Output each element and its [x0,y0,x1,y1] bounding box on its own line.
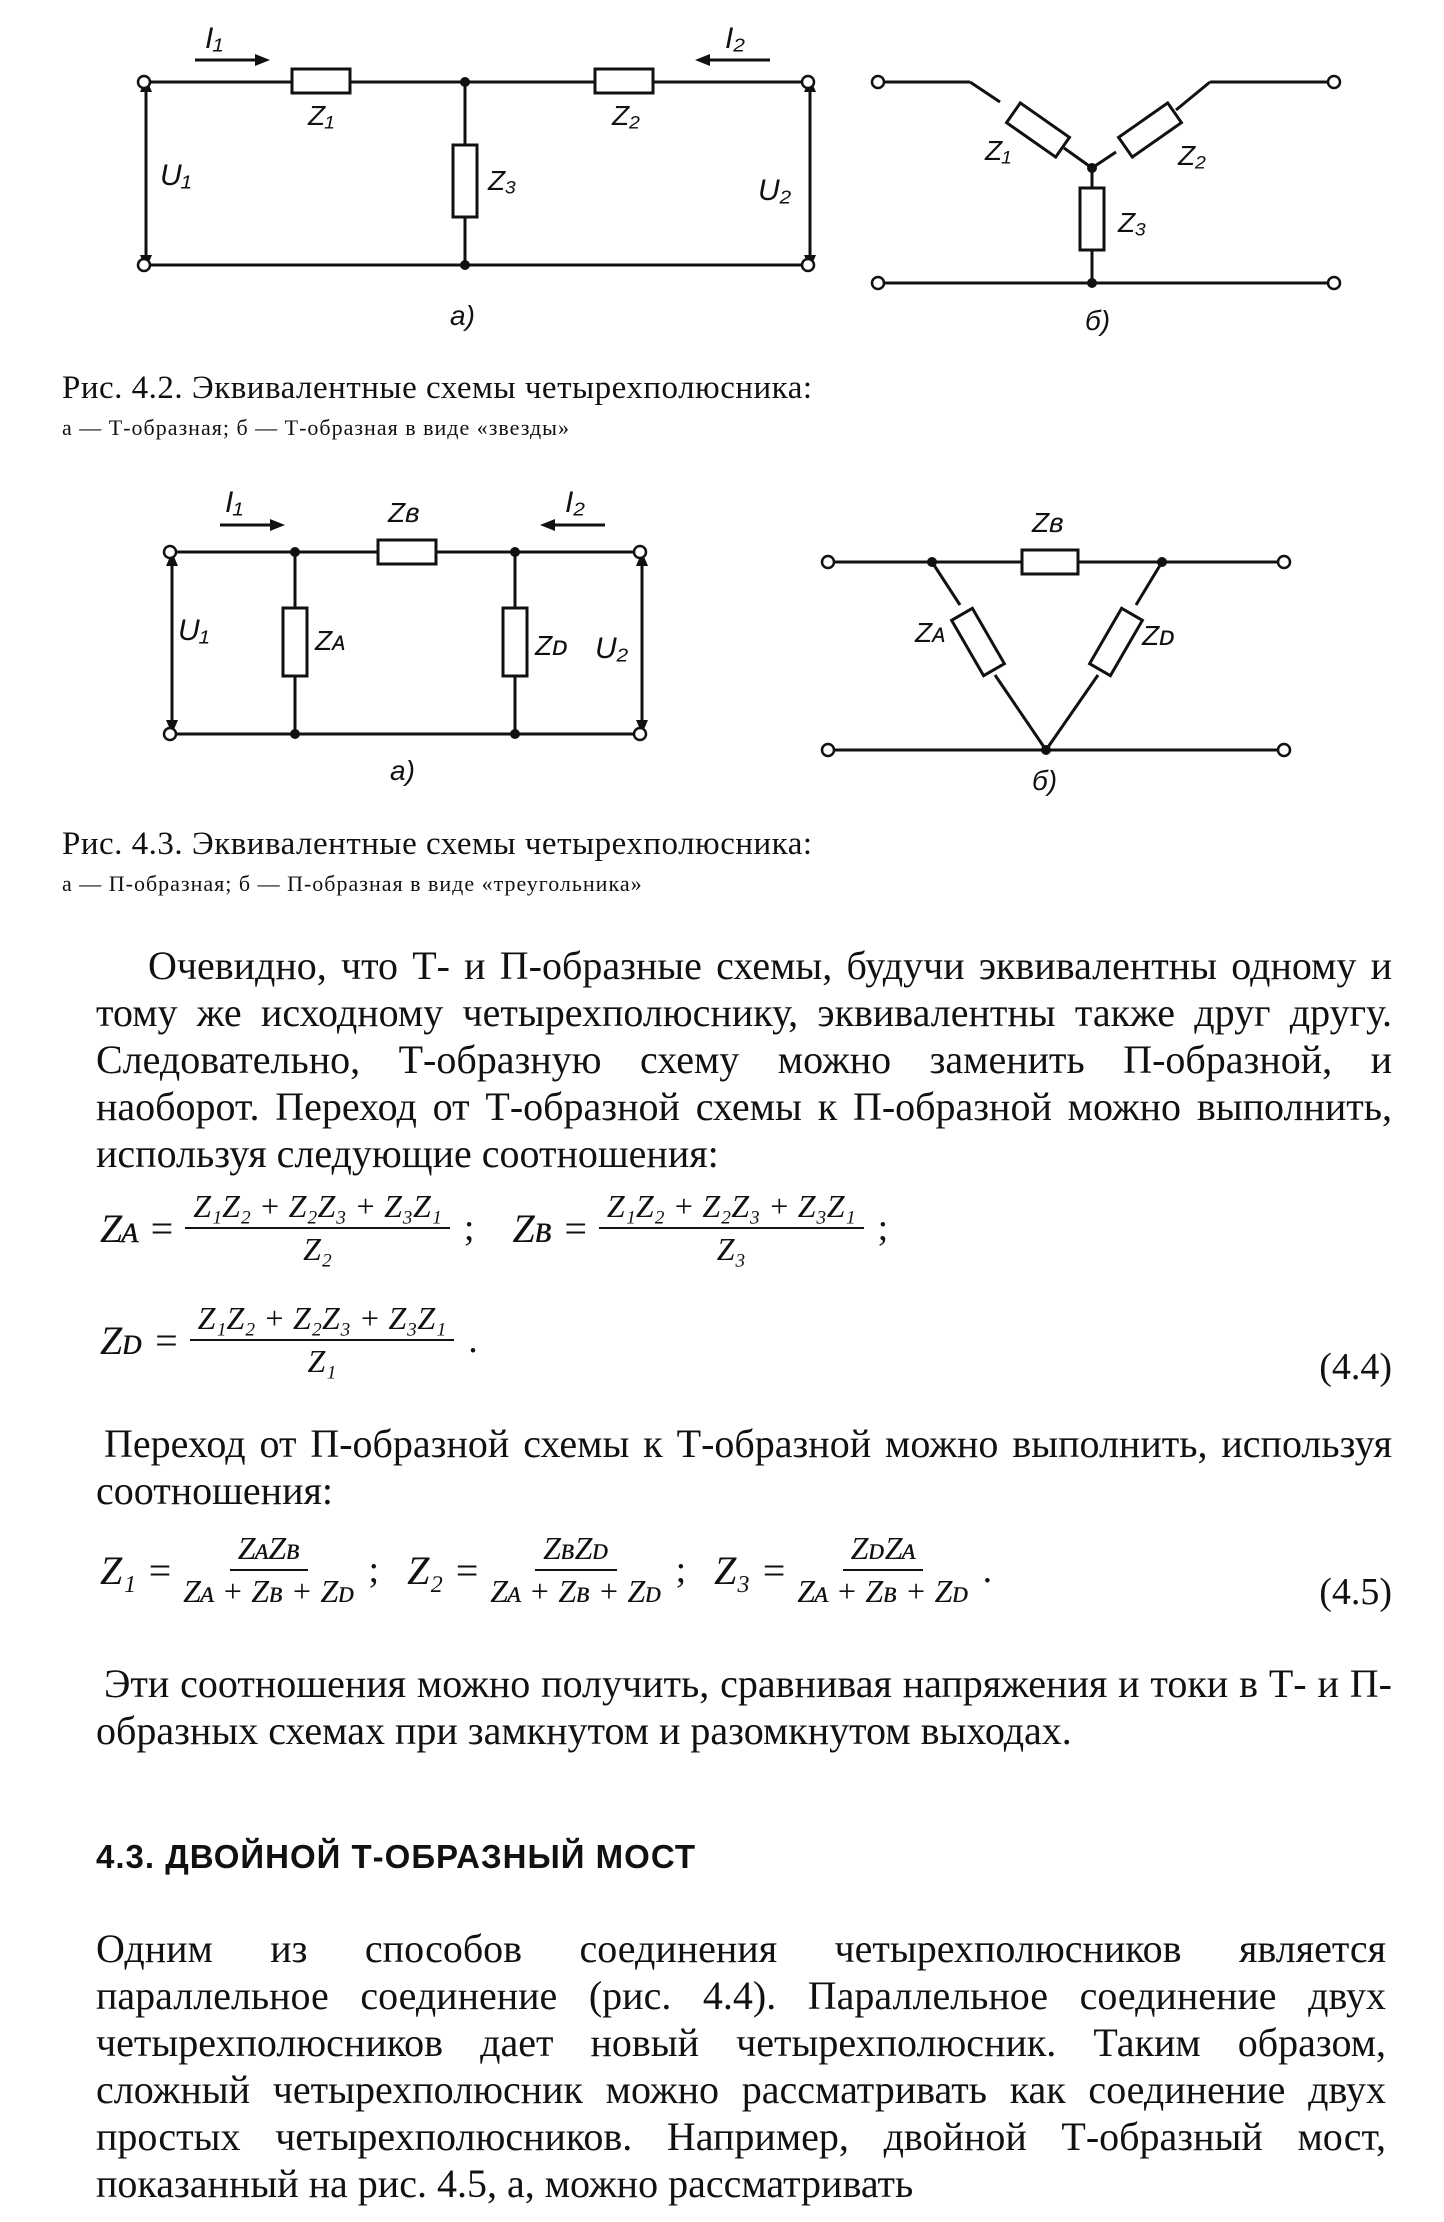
z2-fraction [490,1530,661,1610]
fig42a-t-circuit [120,20,840,340]
fig42-caption-detail: а — Т-образная; б — Т-образная в виде «звезды» [62,415,570,440]
eq44-row2 [100,1300,496,1380]
z1-lhs: Z₁ = [100,1547,174,1593]
zd-numerator: Z₁Z₂ + Z₂Z₃ + Z₃Z₁ [190,1300,455,1341]
z3-label: Z₃ [1118,207,1147,238]
paragraph-pi-to-t: Переход от П-образной схемы к Т-образной можно выполнить, используя соотношения: [96,1421,1392,1513]
zd-lhs: Zᴅ = [100,1317,180,1363]
z3-numerator: ZᴅZᴀ [843,1530,924,1571]
eq-separator: ; [463,1207,475,1249]
z2-resistor [1119,103,1182,157]
eq45-number: (4.5) [1319,1571,1392,1613]
u2-label: U₂ [595,632,629,665]
fig42a-sublabel: а) [450,300,475,331]
eq44-number: (4.4) [1319,1346,1392,1388]
z2-resistor [595,69,653,93]
fig42b-sublabel: б) [1085,305,1111,336]
za-label: Zᴀ [315,625,347,656]
z1-numerator: ZᴀZʙ [230,1530,308,1571]
zd-fraction [190,1300,455,1380]
za-resistor [283,608,307,676]
za-numerator: Z₁Z₂ + Z₂Z₃ + Z₃Z₁ [185,1188,450,1229]
zb-label: Zʙ [388,497,420,528]
eq44-row1 [100,1188,906,1268]
zd-label: Zᴅ [535,630,568,661]
za-fraction [185,1188,450,1268]
eq-separator: ; [368,1549,380,1591]
fig42b-star-circuit [860,40,1360,340]
z3-resistor [453,145,477,217]
z2-numerator: ZʙZᴅ [535,1530,617,1571]
za-lhs: Zᴀ = [100,1205,176,1251]
eq-separator: . [982,1549,993,1591]
z3-denominator: Zᴀ + Zʙ + Zᴅ [797,1573,969,1609]
i2-label: I₂ [725,22,745,55]
paragraph-t-to-pi: Очевидно, что Т- и П-образные схемы, будучи эквивалентны одному и тому же исходному четырехполюснику, эквивалентны также друг другу. Следовательно, Т-образную схему можно заменить П-образной, и наоборот. Переход от Т-образной схемы к П-образной можно выполнить, используя следующие соотношения: [96,943,1392,1176]
eq45-row [100,1530,1010,1610]
za-denominator: Z₂ [303,1231,332,1267]
zb-resistor [1022,550,1078,574]
z3-label: Z₃ [488,165,517,196]
z2-label: Z₂ [1178,140,1206,171]
zb-numerator: Z₁Z₂ + Z₂Z₃ + Z₃Z₁ [599,1188,864,1229]
zb-lhs: Zʙ = [512,1205,589,1251]
z2-lhs: Z₂ = [407,1547,481,1593]
za-resistor [952,608,1005,675]
i2-label: I₂ [565,486,585,519]
z3-resistor [1080,188,1104,250]
fig43a-pi-circuit [140,486,680,790]
za-label: Zᴀ [915,617,947,648]
fig43b-triangle-circuit [810,500,1310,800]
paragraph-derivation: Эти соотношения можно получить, сравнивая напряжения и токи в Т- и П-образных схемах при замкнутом и разомкнутом выходах. [96,1661,1392,1753]
u1-label: U₁ [178,614,210,647]
i1-label: I₁ [225,486,243,519]
section-heading: 4.3. ДВОЙНОЙ Т-ОБРАЗНЫЙ МОСТ [96,1838,697,1875]
zb-fraction [599,1188,864,1268]
paragraph-double-t-bridge: Одним из способов соединения четырехполюсников является параллельное соединение (рис. 4.4). Параллельное соединение двух четырехполюсников дает новый четырехполюсник. Таким образом, сложный четырехполюсник можно рассматривать как соединение двух простых четырехполюсников. Например, двойной Т-образный мост, показанный на рис. 4.5, а, можно рассматривать [96,1926,1386,2206]
z1-resistor [1007,103,1070,157]
fig43-caption-detail: а — П-образная; б — П-образная в виде «треугольника» [62,871,643,896]
zd-label: Zᴅ [1142,620,1175,651]
z1-resistor [292,69,350,93]
u2-label: U₂ [758,174,792,207]
z3-lhs: Z₃ = [714,1547,788,1593]
i1-label: I₁ [205,22,223,55]
z2-denominator: Zᴀ + Zʙ + Zᴅ [490,1573,662,1609]
fig43a-sublabel: а) [390,755,415,786]
eq-separator: ; [675,1549,687,1591]
z1-denominator: Zᴀ + Zʙ + Zᴅ [183,1573,355,1609]
eq-separator: ; [877,1207,889,1249]
fig43-caption-title: Рис. 4.3. Эквивалентные схемы четырехполюсника: [62,826,813,862]
z2-label: Z₂ [612,100,640,131]
u1-label: U₁ [160,159,192,192]
zd-denominator: Z₁ [307,1343,337,1379]
zb-denominator: Z₃ [716,1231,746,1267]
fig42-caption-title: Рис. 4.2. Эквивалентные схемы четырехполюсника: [62,370,813,406]
zb-resistor [378,540,436,564]
zd-resistor [503,608,527,676]
z1-label: Z₁ [308,100,334,131]
z3-fraction [797,1530,968,1610]
eq-separator: . [468,1319,478,1361]
z1-label: Z₁ [985,135,1011,166]
zd-resistor [1090,608,1143,675]
z1-fraction [183,1530,354,1610]
fig43b-sublabel: б) [1032,765,1058,796]
zb-label: Zʙ [1032,507,1064,538]
